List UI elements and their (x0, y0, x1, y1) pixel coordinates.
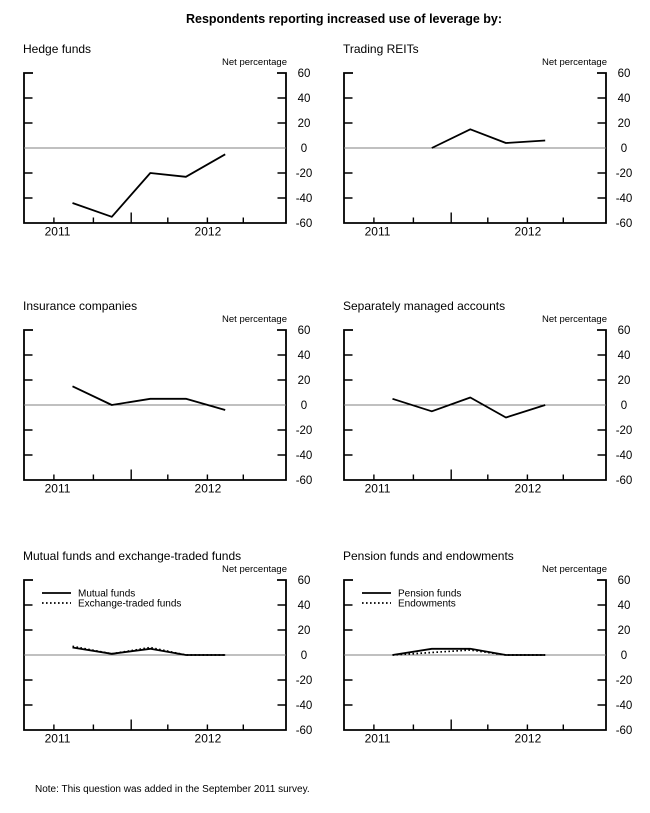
x-tick-marks (374, 720, 563, 731)
y-tick-label: -20 (295, 168, 313, 180)
y-tick-label: -20 (295, 425, 313, 437)
y-tick-label: -60 (295, 725, 313, 737)
legend-label-endowments: Endowments (398, 598, 456, 610)
y-tick-label: 40 (617, 600, 631, 612)
y-tick-label: 20 (297, 375, 311, 387)
net-percentage-label: Net percentage (222, 314, 287, 325)
plot-mutual-funds-and-exchange-traded-funds (23, 575, 330, 751)
chart-separately-managed-accounts (343, 299, 650, 515)
y-tick-label: -60 (615, 725, 633, 737)
y-tick-label: 20 (617, 375, 631, 387)
series-line-hedge-funds (73, 154, 226, 217)
chart-hedge-funds (23, 42, 335, 258)
y-tick-label: 40 (297, 93, 311, 105)
legend-label-exchange-traded-funds: Exchange-traded funds (78, 598, 182, 610)
y-tick-label: -60 (295, 475, 313, 487)
y-tick-label: -40 (295, 700, 313, 712)
y-tick-label: -60 (615, 475, 633, 487)
y-tick-label: 0 (620, 400, 628, 412)
plot-trading-reits (343, 68, 650, 244)
y-tick-label: -20 (615, 675, 633, 687)
year-label: 2011 (364, 731, 391, 746)
net-percentage-label: Net percentage (542, 314, 607, 325)
net-percentage-label: Net percentage (222, 57, 287, 68)
plot-separately-managed-accounts (343, 325, 650, 501)
y-tick-label: -40 (615, 700, 633, 712)
year-label: 2012 (514, 731, 542, 746)
series-line-mutual-funds (73, 648, 226, 656)
y-tick-label: -40 (615, 193, 633, 205)
x-tick-marks (54, 213, 243, 224)
chart-title: Mutual funds and exchange-traded funds (23, 549, 242, 563)
x-tick-marks (374, 213, 563, 224)
chart-trading-reits (343, 42, 650, 258)
year-label: 2011 (44, 731, 71, 746)
net-percentage-label: Net percentage (542, 564, 607, 575)
y-tick-label: -40 (615, 450, 633, 462)
y-tick-label: 20 (297, 118, 311, 130)
plot-insurance-companies (23, 325, 330, 501)
y-tick-label: 60 (617, 575, 631, 587)
y-tick-label: 0 (300, 650, 308, 662)
y-tick-label: -60 (295, 218, 313, 230)
series-line-insurance-companies (73, 386, 226, 410)
chart-title: Pension funds and endowments (343, 549, 514, 563)
legend-label-pension-funds: Pension funds (398, 588, 462, 600)
y-tick-label: 60 (297, 325, 311, 337)
chart-insurance-companies (23, 299, 335, 515)
chart-pension-funds-and-endowments (343, 549, 650, 765)
year-label: 2011 (44, 481, 71, 496)
y-tick-label: 60 (297, 575, 311, 587)
legend-label-mutual-funds: Mutual funds (78, 588, 136, 600)
y-tick-label: -20 (295, 675, 313, 687)
y-tick-label: -20 (615, 425, 633, 437)
y-tick-label: -20 (615, 168, 633, 180)
year-label: 2012 (194, 224, 222, 239)
y-tick-label: 20 (297, 625, 311, 637)
year-label: 2011 (364, 481, 391, 496)
y-tick-label: -60 (615, 218, 633, 230)
chart-mutual-funds-and-exchange-traded-funds (23, 549, 335, 765)
net-percentage-label: Net percentage (542, 57, 607, 68)
x-tick-marks (374, 470, 563, 481)
y-tick-label: 40 (297, 350, 311, 362)
y-tick-label: 20 (617, 625, 631, 637)
net-percentage-label: Net percentage (222, 564, 287, 575)
series-line-trading-reits (432, 129, 545, 148)
year-label: 2011 (44, 224, 71, 239)
footnote: Note: This question was added in the September 2011 survey. (35, 784, 310, 795)
y-tick-label: 0 (620, 650, 628, 662)
x-tick-marks (54, 470, 243, 481)
y-tick-label: 40 (617, 350, 631, 362)
plot-hedge-funds (23, 68, 330, 244)
chart-title: Hedge funds (23, 42, 92, 56)
y-tick-label: 20 (617, 118, 631, 130)
chart-title: Trading REITs (343, 42, 419, 56)
y-tick-label: 0 (300, 400, 308, 412)
page-title: Respondents reporting increased use of leverage by: (185, 12, 503, 26)
y-tick-label: 40 (617, 93, 631, 105)
y-tick-label: -40 (295, 450, 313, 462)
y-tick-label: 60 (617, 68, 631, 80)
year-label: 2012 (194, 731, 222, 746)
year-label: 2012 (514, 481, 542, 496)
x-tick-marks (54, 720, 243, 731)
y-tick-label: 0 (620, 143, 628, 155)
y-tick-label: 60 (297, 68, 311, 80)
y-tick-label: 40 (297, 600, 311, 612)
year-label: 2011 (364, 224, 391, 239)
series-line-separately-managed-accounts (393, 398, 546, 418)
plot-pension-funds-and-endowments (343, 575, 650, 751)
y-tick-label: 0 (300, 143, 308, 155)
y-tick-label: -40 (295, 193, 313, 205)
year-label: 2012 (194, 481, 222, 496)
chart-title: Separately managed accounts (343, 299, 506, 313)
year-label: 2012 (514, 224, 542, 239)
y-tick-label: 60 (617, 325, 631, 337)
chart-title: Insurance companies (23, 299, 138, 313)
